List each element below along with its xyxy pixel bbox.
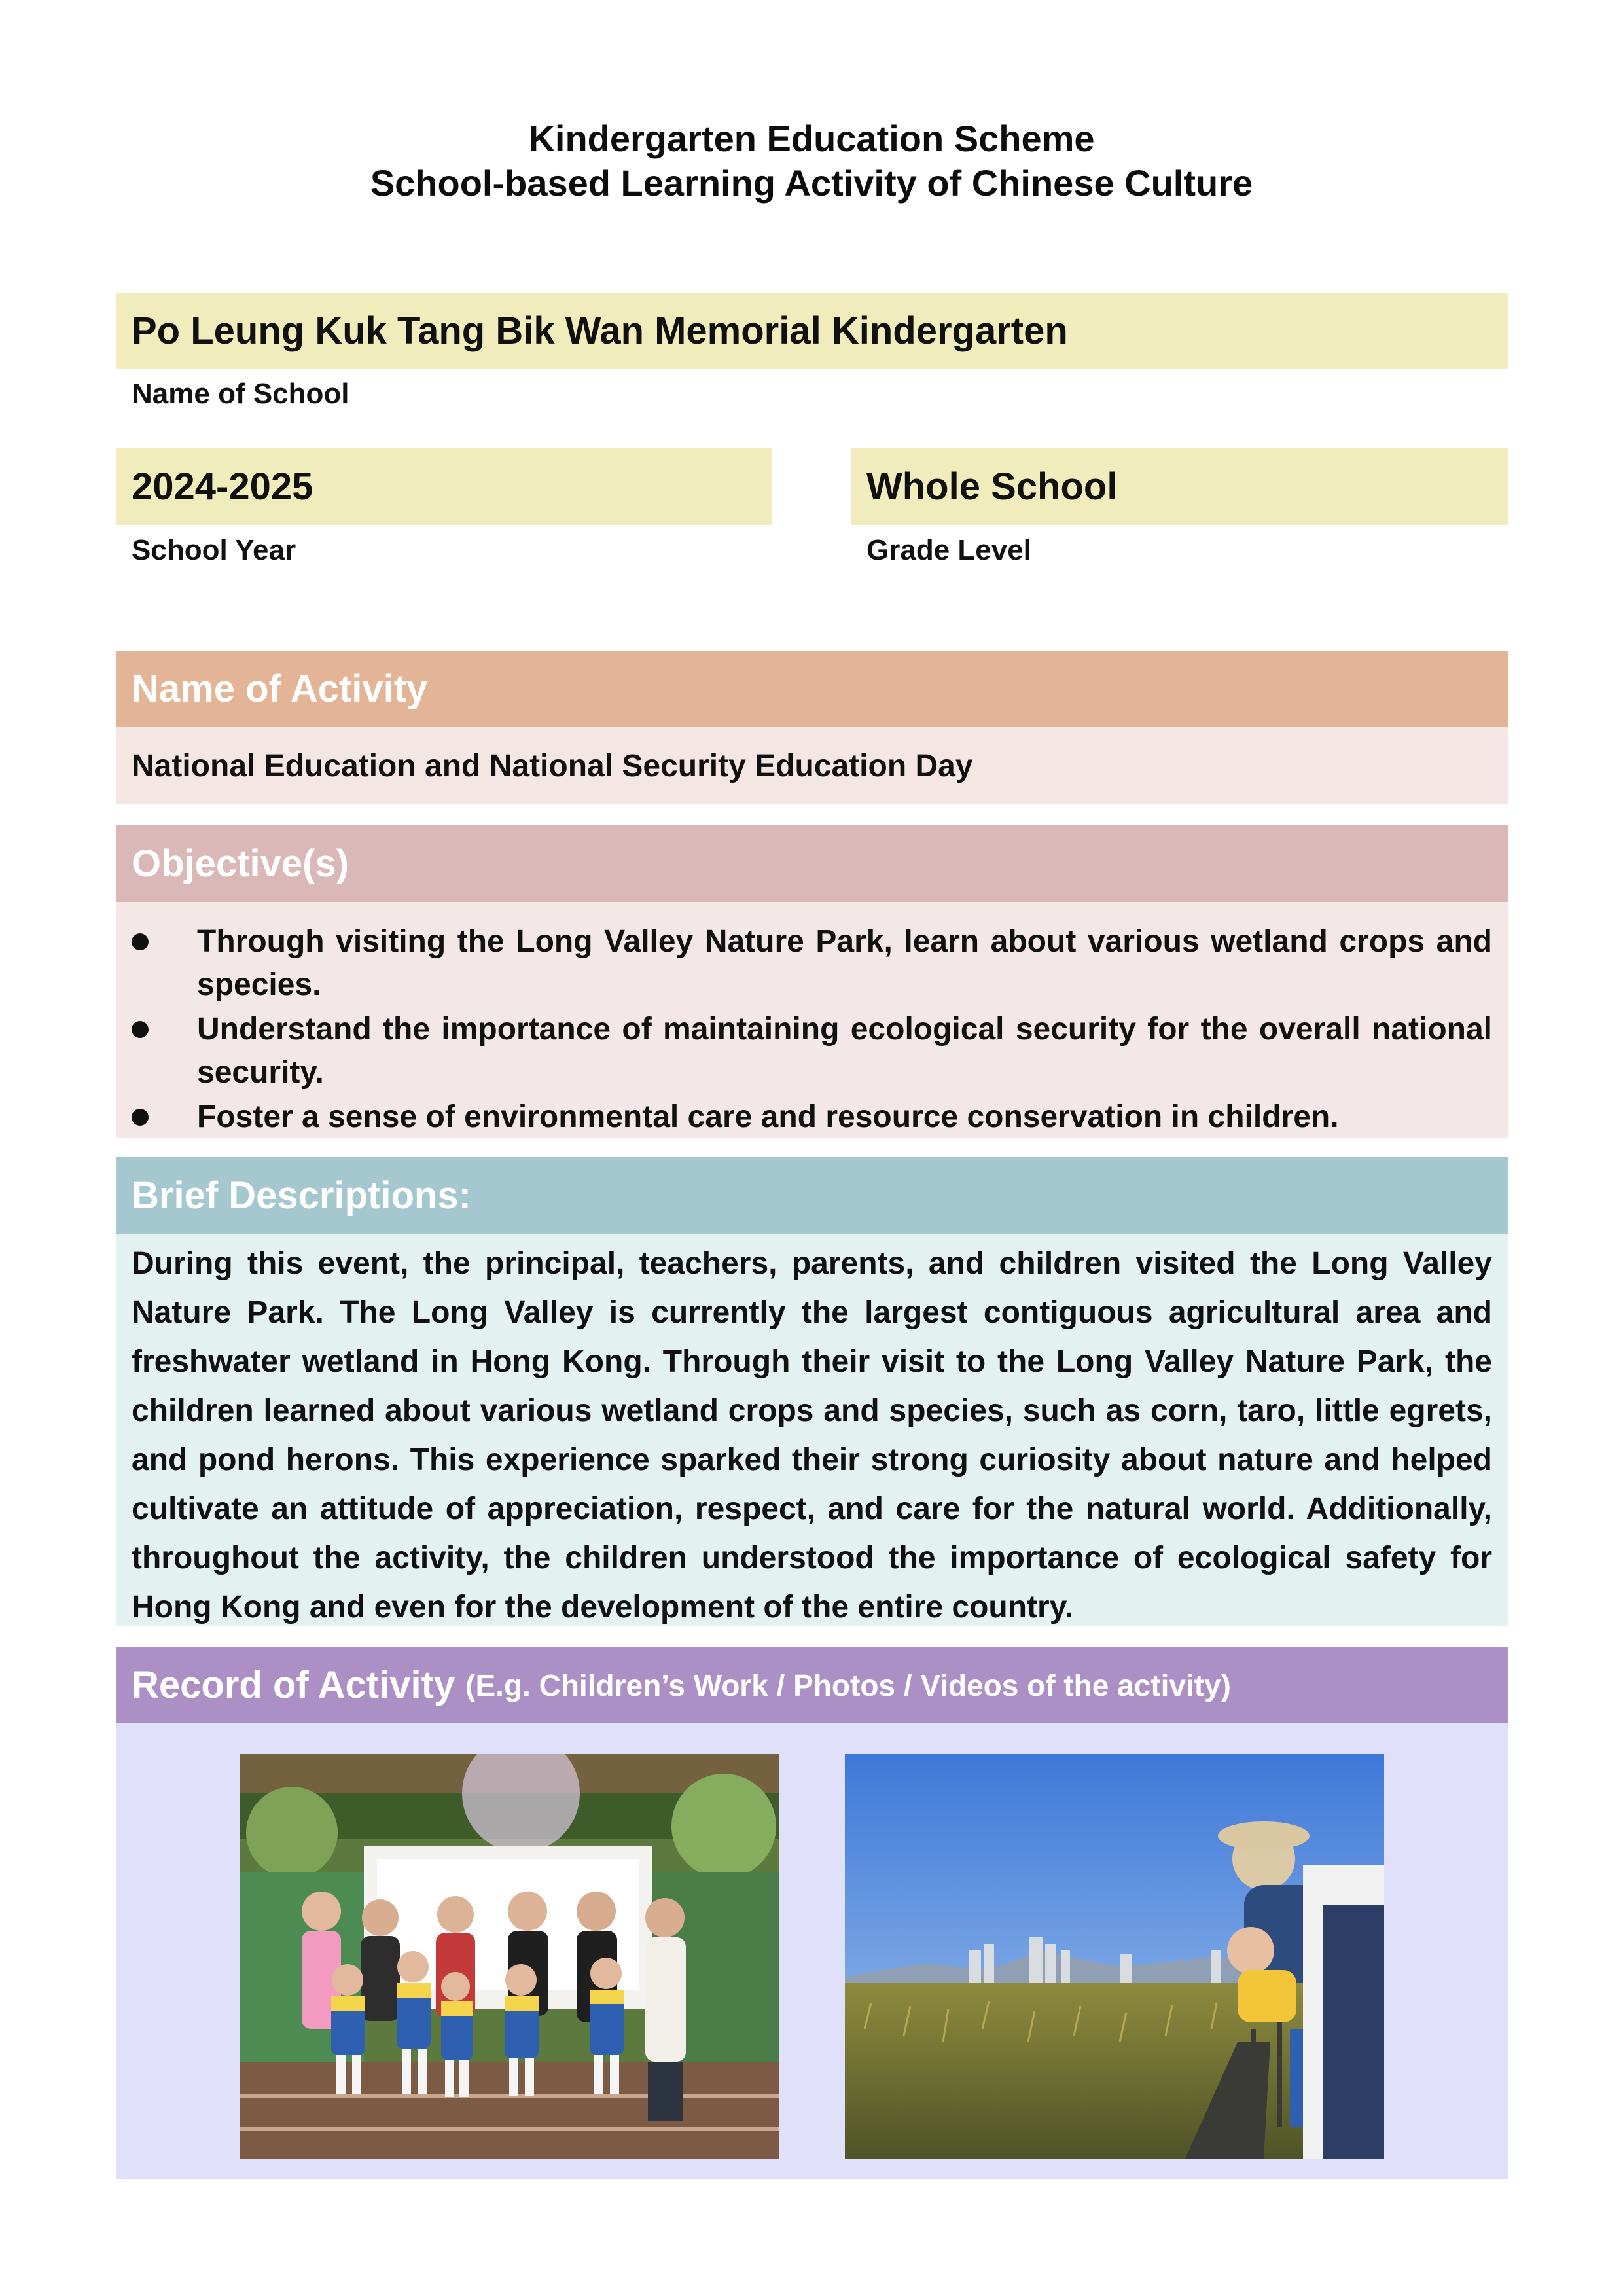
objective-item [132,1096,1492,1139]
objective-text: Foster a sense of environmental care and resource conservation in children. [197,1100,1339,1134]
school-year-label: School Year [132,534,296,566]
description-heading [116,1157,1508,1234]
bullet-icon [132,1021,149,1038]
objective-item [132,920,1492,1007]
description-heading-text: Brief Descriptions: [132,1174,471,1217]
school-year-field [116,448,772,525]
record-subheading: (E.g. Children’s Work / Photos / Videos of the activity) [465,1668,1231,1702]
activity-name: National Education and National Security Education Day [132,748,973,783]
activity-body [116,727,1508,804]
bullet-icon [132,933,149,950]
record-heading-text: Record of Activity [132,1664,455,1706]
document-title-line-1: Kindergarten Education Scheme [528,118,1095,159]
description-text: During this event, the principal, teachers, parents, and children visited the Long Valley Nature Park. The Long Valley is currently the largest contiguous agricultural area and freshwater wetland in Hong Kong. Through their visit to the Long Valley Nature Park, the children learned about various wetland crops and species, such as corn, taro, little egrets, and pond herons. This experience sparked their strong curiosity about nature and helped cultivate an attitude of appreciation, respect, and care for the natural world. Additionally, throughout the activity, the children understood the importance of ecological safety for Hong Kong and even for the development of the entire country. [132,1246,1492,1624]
school-name-label: Name of School [132,378,349,410]
wetland-field-photo [845,1754,1384,2159]
grade-level-field [851,448,1508,525]
record-heading [116,1647,1508,1723]
objective-text: Understand the importance of maintaining ecological security for the overall national security. [197,1012,1492,1090]
description-body [116,1234,1508,1626]
school-year-value: 2024-2025 [132,465,313,508]
group-photo [240,1754,779,2159]
objective-text: Through visiting the Long Valley Nature Park, learn about various wetland crops and species. [197,924,1492,1002]
document-title-line-2: School-based Learning Activity of Chinese Culture [370,162,1253,204]
school-name-field [116,293,1508,369]
wetland-field-image [845,1754,1384,2159]
school-name-value: Po Leung Kuk Tang Bik Wan Memorial Kindergarten [132,310,1068,352]
group-photo-image [240,1754,779,2159]
grade-level-value: Whole School [866,465,1118,508]
objectives-list [116,902,1508,1139]
activity-heading [116,651,1508,727]
objectives-heading [116,825,1508,902]
bullet-icon [132,1109,149,1126]
activity-heading-text: Name of Activity [132,668,428,710]
grade-level-label: Grade Level [866,534,1031,566]
objective-item [132,1008,1492,1094]
objectives-body [116,902,1508,1138]
objectives-heading-text: Objective(s) [132,842,349,885]
